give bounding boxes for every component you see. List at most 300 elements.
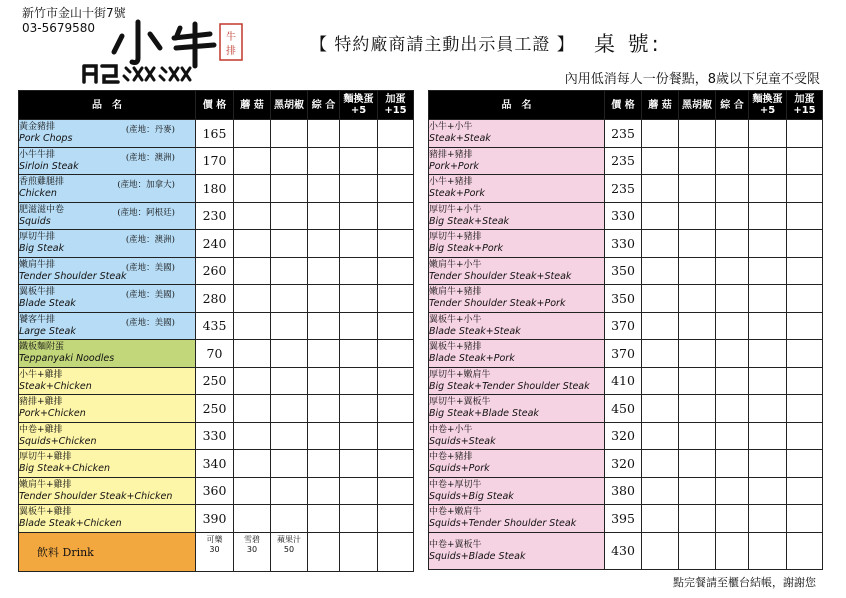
mixed-cell[interactable] bbox=[308, 422, 340, 450]
col-noodle-egg: 麵換蛋 +5 bbox=[340, 91, 378, 120]
pepper-cell[interactable] bbox=[271, 340, 308, 368]
item-price: 260 bbox=[196, 257, 234, 285]
drink-option[interactable]: 可樂 30 bbox=[196, 532, 234, 571]
noodle-egg-cell[interactable] bbox=[749, 230, 787, 258]
mixed-cell[interactable] bbox=[716, 202, 749, 230]
menu-item-name bbox=[429, 120, 605, 148]
menu-row bbox=[19, 120, 414, 148]
menu-row bbox=[429, 477, 823, 505]
item-en: Steak+Steak bbox=[429, 133, 491, 145]
add-egg-cell[interactable] bbox=[378, 147, 414, 175]
mushroom-cell[interactable] bbox=[642, 477, 679, 505]
menu-row bbox=[429, 340, 823, 368]
menu-row bbox=[19, 395, 414, 423]
noodle-egg-cell[interactable] bbox=[749, 532, 787, 569]
menu-row bbox=[19, 450, 414, 478]
item-zh: 厚切牛+嫩肩牛 bbox=[429, 369, 491, 380]
menu-row bbox=[429, 175, 823, 203]
svg-text:牛: 牛 bbox=[226, 32, 236, 43]
menu-item-name bbox=[429, 422, 605, 450]
add-egg-cell[interactable] bbox=[378, 450, 414, 478]
pepper-cell[interactable] bbox=[679, 422, 716, 450]
mushroom-cell[interactable] bbox=[642, 175, 679, 203]
add-egg-cell[interactable] bbox=[378, 340, 414, 368]
add-egg-cell[interactable] bbox=[378, 257, 414, 285]
col-noodle-egg: 麵換蛋 +5 bbox=[749, 91, 787, 120]
item-en: Tender Shoulder Steak+Pork bbox=[429, 298, 566, 310]
noodle-egg-cell[interactable] bbox=[749, 395, 787, 423]
mixed-cell[interactable] bbox=[308, 230, 340, 258]
mushroom-cell[interactable] bbox=[234, 422, 271, 450]
menu-item-name bbox=[19, 477, 196, 505]
noodle-egg-cell[interactable] bbox=[340, 120, 378, 148]
mixed-cell[interactable] bbox=[716, 422, 749, 450]
empty-cell bbox=[378, 532, 414, 571]
mixed-cell[interactable] bbox=[716, 175, 749, 203]
store-phone: 03-5679580 bbox=[22, 21, 96, 35]
mushroom-cell[interactable] bbox=[642, 120, 679, 148]
col-add-egg: 加蛋 +15 bbox=[787, 91, 823, 120]
noodle-egg-cell[interactable] bbox=[749, 505, 787, 533]
menu-item-name bbox=[429, 147, 605, 175]
item-zh: 嫩肩牛+豬排 bbox=[429, 287, 482, 298]
mushroom-cell[interactable] bbox=[234, 202, 271, 230]
add-egg-cell[interactable] bbox=[787, 367, 823, 395]
add-egg-cell[interactable] bbox=[378, 285, 414, 313]
pepper-cell[interactable] bbox=[271, 257, 308, 285]
mushroom-cell[interactable] bbox=[234, 505, 271, 533]
mixed-cell[interactable] bbox=[308, 120, 340, 148]
mixed-cell[interactable] bbox=[716, 230, 749, 258]
add-egg-cell[interactable] bbox=[787, 175, 823, 203]
footer-note: 點完餐請至櫃台結帳，謝謝您 bbox=[673, 576, 816, 589]
noodle-egg-cell[interactable] bbox=[340, 202, 378, 230]
pepper-cell[interactable] bbox=[679, 367, 716, 395]
mixed-cell[interactable] bbox=[308, 257, 340, 285]
mushroom-cell[interactable] bbox=[234, 367, 271, 395]
pepper-cell[interactable] bbox=[679, 395, 716, 423]
item-zh: 豬排+豬排 bbox=[429, 149, 473, 160]
mushroom-cell[interactable] bbox=[234, 120, 271, 148]
add-egg-cell[interactable] bbox=[787, 477, 823, 505]
mushroom-cell[interactable] bbox=[642, 450, 679, 478]
noodle-egg-cell[interactable] bbox=[340, 175, 378, 203]
drink-option[interactable]: 蘋果汁 50 bbox=[271, 532, 308, 571]
mushroom-cell[interactable] bbox=[642, 230, 679, 258]
menu-row bbox=[19, 230, 414, 258]
notice-text: 【 特約廠商請主動出示員工證 】 bbox=[310, 35, 575, 55]
pepper-cell[interactable] bbox=[271, 312, 308, 340]
add-egg-cell[interactable] bbox=[378, 230, 414, 258]
pepper-cell[interactable] bbox=[679, 340, 716, 368]
item-price: 330 bbox=[196, 422, 234, 450]
pepper-cell[interactable] bbox=[271, 395, 308, 423]
mixed-cell[interactable] bbox=[308, 285, 340, 313]
item-price: 360 bbox=[196, 477, 234, 505]
add-egg-cell[interactable] bbox=[787, 257, 823, 285]
empty-cell bbox=[308, 532, 340, 571]
add-egg-cell[interactable] bbox=[787, 230, 823, 258]
mushroom-cell[interactable] bbox=[234, 230, 271, 258]
mixed-cell[interactable] bbox=[716, 395, 749, 423]
mixed-cell[interactable] bbox=[308, 477, 340, 505]
menu-item-name bbox=[429, 477, 605, 505]
item-price: 70 bbox=[196, 340, 234, 368]
item-origin: (產地：澳洲) bbox=[125, 235, 175, 245]
mushroom-cell[interactable] bbox=[234, 175, 271, 203]
item-en: Chicken bbox=[19, 188, 57, 200]
add-egg-cell[interactable] bbox=[378, 202, 414, 230]
item-price: 395 bbox=[605, 505, 642, 533]
mixed-cell[interactable] bbox=[716, 505, 749, 533]
mushroom-cell[interactable] bbox=[642, 395, 679, 423]
menu-item-name bbox=[19, 175, 196, 203]
menu-row bbox=[429, 257, 823, 285]
item-price: 235 bbox=[605, 175, 642, 203]
mushroom-cell[interactable] bbox=[234, 340, 271, 368]
noodle-egg-cell[interactable] bbox=[340, 395, 378, 423]
mushroom-cell[interactable] bbox=[642, 312, 679, 340]
mushroom-cell[interactable] bbox=[642, 147, 679, 175]
mixed-cell[interactable] bbox=[308, 450, 340, 478]
svg-text:排: 排 bbox=[226, 46, 236, 57]
noodle-egg-cell[interactable] bbox=[340, 147, 378, 175]
item-en: Blade Steak+Chicken bbox=[19, 518, 122, 530]
item-en: Big Steak+Blade Steak bbox=[429, 408, 539, 420]
item-price: 430 bbox=[605, 532, 642, 569]
mixed-cell[interactable] bbox=[716, 257, 749, 285]
add-egg-cell[interactable] bbox=[787, 202, 823, 230]
header-row bbox=[429, 91, 823, 120]
empty-cell bbox=[340, 532, 378, 571]
pepper-cell[interactable] bbox=[679, 202, 716, 230]
item-zh: 翼板牛排 bbox=[19, 287, 56, 298]
mushroom-cell[interactable] bbox=[234, 395, 271, 423]
menu-row bbox=[19, 175, 414, 203]
pepper-cell[interactable] bbox=[271, 367, 308, 395]
menu-row bbox=[19, 340, 414, 368]
menu-row bbox=[19, 505, 414, 533]
pepper-cell[interactable] bbox=[679, 285, 716, 313]
add-egg-cell[interactable] bbox=[787, 120, 823, 148]
menu-item-name bbox=[429, 230, 605, 258]
add-egg-cell[interactable] bbox=[787, 395, 823, 423]
mixed-cell[interactable] bbox=[716, 120, 749, 148]
add-egg-cell[interactable] bbox=[378, 120, 414, 148]
noodle-egg-cell[interactable] bbox=[340, 257, 378, 285]
pepper-cell[interactable] bbox=[271, 120, 308, 148]
item-origin: (產地：澳洲) bbox=[125, 152, 175, 163]
item-price: 320 bbox=[605, 422, 642, 450]
pepper-cell[interactable] bbox=[271, 477, 308, 505]
item-price: 250 bbox=[196, 395, 234, 423]
mixed-cell[interactable] bbox=[716, 367, 749, 395]
item-zh: 嫩肩牛排 bbox=[19, 259, 56, 270]
item-zh: 小牛+豬排 bbox=[429, 177, 473, 188]
add-egg-cell[interactable] bbox=[378, 367, 414, 395]
item-en: Big Steak+Steak bbox=[429, 215, 510, 227]
menu-row bbox=[429, 505, 823, 533]
item-price: 165 bbox=[196, 120, 234, 148]
mixed-cell[interactable] bbox=[308, 175, 340, 203]
noodle-egg-cell[interactable] bbox=[340, 477, 378, 505]
item-zh: 厚切牛+翼板牛 bbox=[429, 397, 491, 408]
item-price: 450 bbox=[605, 395, 642, 423]
item-price: 435 bbox=[196, 312, 234, 340]
add-egg-cell[interactable] bbox=[378, 477, 414, 505]
menu-item-name bbox=[19, 120, 196, 148]
mushroom-cell[interactable] bbox=[642, 285, 679, 313]
mushroom-cell[interactable] bbox=[234, 312, 271, 340]
add-egg-cell[interactable] bbox=[787, 450, 823, 478]
mushroom-cell[interactable] bbox=[234, 477, 271, 505]
item-zh: 饕客牛排 bbox=[19, 314, 56, 325]
item-en: Squids+Chicken bbox=[19, 435, 97, 447]
menu-row bbox=[19, 367, 414, 395]
menu-item-name bbox=[19, 202, 196, 230]
mixed-cell[interactable] bbox=[308, 367, 340, 395]
mixed-cell[interactable] bbox=[308, 147, 340, 175]
mixed-cell[interactable] bbox=[308, 340, 340, 368]
item-zh: 中卷+厚切牛 bbox=[429, 479, 482, 490]
add-egg-cell[interactable] bbox=[378, 175, 414, 203]
menu-item-name bbox=[19, 505, 196, 533]
item-price: 320 bbox=[605, 450, 642, 478]
item-zh: 中卷+雞排 bbox=[19, 424, 63, 435]
item-zh: 翼板牛+豬排 bbox=[429, 342, 482, 353]
item-price: 250 bbox=[196, 367, 234, 395]
add-egg-cell[interactable] bbox=[378, 395, 414, 423]
item-zh: 豬排+雞排 bbox=[19, 397, 63, 408]
add-egg-cell[interactable] bbox=[787, 505, 823, 533]
item-price: 180 bbox=[196, 175, 234, 203]
item-price: 240 bbox=[196, 230, 234, 258]
item-origin: (產地：美國) bbox=[125, 290, 175, 300]
noodle-egg-cell[interactable] bbox=[749, 120, 787, 148]
mixed-cell[interactable] bbox=[308, 395, 340, 423]
pepper-cell[interactable] bbox=[271, 450, 308, 478]
pepper-cell[interactable] bbox=[271, 230, 308, 258]
menu-item-name bbox=[429, 285, 605, 313]
item-en: Tender Shoulder Steak+Steak bbox=[429, 270, 572, 282]
noodle-egg-cell[interactable] bbox=[340, 505, 378, 533]
item-en: Large Steak bbox=[19, 325, 76, 337]
drink-option[interactable]: 雪碧 30 bbox=[234, 532, 271, 571]
noodle-egg-cell[interactable] bbox=[749, 340, 787, 368]
mushroom-cell[interactable] bbox=[642, 340, 679, 368]
noodle-egg-cell[interactable] bbox=[749, 312, 787, 340]
mixed-cell[interactable] bbox=[308, 505, 340, 533]
col-mushroom: 蘑 菇 bbox=[642, 91, 679, 120]
add-egg-cell[interactable] bbox=[378, 422, 414, 450]
noodle-egg-cell[interactable] bbox=[340, 450, 378, 478]
item-zh: 鐵板麵附蛋 bbox=[19, 342, 65, 353]
item-origin: (產地：美國) bbox=[125, 317, 175, 328]
mixed-cell[interactable] bbox=[308, 312, 340, 340]
noodle-egg-cell[interactable] bbox=[749, 202, 787, 230]
item-en: Pork+Chicken bbox=[19, 408, 86, 420]
item-en: Squids+Blade Steak bbox=[429, 550, 526, 562]
col-mushroom: 蘑 菇 bbox=[234, 91, 271, 120]
menu-row bbox=[429, 202, 823, 230]
item-zh: 厚切牛+小牛 bbox=[429, 204, 482, 215]
pepper-cell[interactable] bbox=[679, 147, 716, 175]
item-origin: (產地：丹麥) bbox=[125, 125, 175, 135]
pepper-cell[interactable] bbox=[679, 257, 716, 285]
menu-row bbox=[19, 477, 414, 505]
item-en: Teppanyaki Noodles bbox=[19, 353, 115, 365]
menu-item-name bbox=[19, 422, 196, 450]
add-egg-cell[interactable] bbox=[787, 422, 823, 450]
noodle-egg-cell[interactable] bbox=[749, 175, 787, 203]
add-egg-cell[interactable] bbox=[787, 312, 823, 340]
pepper-cell[interactable] bbox=[271, 422, 308, 450]
pepper-cell[interactable] bbox=[679, 450, 716, 478]
mixed-cell[interactable] bbox=[308, 202, 340, 230]
item-origin: (產地：美國) bbox=[125, 262, 175, 273]
menu-item-name bbox=[19, 257, 196, 285]
item-en: Squids+Tender Shoulder Steak bbox=[429, 518, 577, 530]
mixed-cell[interactable] bbox=[716, 312, 749, 340]
add-egg-cell[interactable] bbox=[378, 505, 414, 533]
menu-row bbox=[19, 257, 414, 285]
col-pepper: 黑胡椒 bbox=[679, 91, 716, 120]
mushroom-cell[interactable] bbox=[642, 505, 679, 533]
item-origin: (產地：阿根廷) bbox=[117, 207, 175, 218]
add-egg-cell[interactable] bbox=[787, 285, 823, 313]
noodle-egg-cell[interactable] bbox=[749, 477, 787, 505]
mushroom-cell[interactable] bbox=[642, 202, 679, 230]
mushroom-cell[interactable] bbox=[642, 257, 679, 285]
mushroom-cell[interactable] bbox=[642, 532, 679, 569]
pepper-cell[interactable] bbox=[271, 175, 308, 203]
pepper-cell[interactable] bbox=[679, 505, 716, 533]
noodle-egg-cell[interactable] bbox=[340, 285, 378, 313]
mushroom-cell[interactable] bbox=[234, 285, 271, 313]
item-price: 370 bbox=[605, 340, 642, 368]
mixed-cell[interactable] bbox=[716, 477, 749, 505]
mushroom-cell[interactable] bbox=[234, 450, 271, 478]
mixed-cell[interactable] bbox=[716, 532, 749, 569]
pepper-cell[interactable] bbox=[679, 120, 716, 148]
mushroom-cell[interactable] bbox=[234, 147, 271, 175]
pepper-cell[interactable] bbox=[679, 175, 716, 203]
store-address: 新竹市金山十街7號 bbox=[22, 6, 126, 20]
item-en: Tender Shoulder Steak bbox=[19, 270, 127, 282]
pepper-cell[interactable] bbox=[271, 147, 308, 175]
menu-item-name bbox=[19, 340, 196, 368]
menu-table-left bbox=[18, 90, 414, 572]
item-en: Blade Steak+Steak bbox=[429, 325, 521, 337]
item-en: Squids bbox=[19, 215, 51, 227]
menu-row bbox=[19, 285, 414, 313]
table-number-label: 桌 號: bbox=[594, 32, 662, 56]
mixed-cell[interactable] bbox=[716, 285, 749, 313]
noodle-egg-cell[interactable] bbox=[340, 340, 378, 368]
mushroom-cell[interactable] bbox=[234, 257, 271, 285]
pepper-cell[interactable] bbox=[271, 285, 308, 313]
col-mixed: 綜 合 bbox=[308, 91, 340, 120]
menu-row bbox=[429, 230, 823, 258]
pepper-cell[interactable] bbox=[271, 505, 308, 533]
mixed-cell[interactable] bbox=[716, 340, 749, 368]
item-price: 230 bbox=[196, 202, 234, 230]
item-price: 350 bbox=[605, 257, 642, 285]
item-en: Steak+Chicken bbox=[19, 380, 92, 392]
noodle-egg-cell[interactable] bbox=[749, 257, 787, 285]
menu-item-name bbox=[19, 450, 196, 478]
item-en: Big Steak+Tender Shoulder Steak bbox=[429, 380, 590, 392]
item-zh: 嫩肩牛+小牛 bbox=[429, 259, 482, 270]
menu-row bbox=[429, 395, 823, 423]
add-egg-cell[interactable] bbox=[787, 147, 823, 175]
item-zh: 嫩肩牛+雞排 bbox=[19, 479, 72, 490]
menu-item-name bbox=[429, 312, 605, 340]
noodle-egg-cell[interactable] bbox=[749, 450, 787, 478]
mixed-cell[interactable] bbox=[716, 450, 749, 478]
menu-row bbox=[429, 312, 823, 340]
menu-row bbox=[19, 147, 414, 175]
pepper-cell[interactable] bbox=[679, 532, 716, 569]
mushroom-cell[interactable] bbox=[642, 367, 679, 395]
brand-logo bbox=[80, 18, 245, 84]
menu-row bbox=[429, 367, 823, 395]
item-zh: 小牛+小牛 bbox=[429, 122, 473, 133]
menu-row bbox=[19, 312, 414, 340]
item-zh: 香煎雞腿排 bbox=[19, 177, 65, 188]
menu-row bbox=[429, 422, 823, 450]
item-zh: 翼板牛+雞排 bbox=[19, 507, 72, 518]
item-price: 340 bbox=[196, 450, 234, 478]
item-en: Tender Shoulder Steak+Chicken bbox=[19, 490, 173, 502]
add-egg-cell[interactable] bbox=[378, 312, 414, 340]
noodle-egg-cell[interactable] bbox=[340, 230, 378, 258]
item-zh: 厚切牛+雞排 bbox=[19, 452, 72, 463]
item-en: Steak+Pork bbox=[429, 188, 485, 200]
noodle-egg-cell[interactable] bbox=[340, 312, 378, 340]
mushroom-cell[interactable] bbox=[642, 422, 679, 450]
pepper-cell[interactable] bbox=[679, 230, 716, 258]
add-egg-cell[interactable] bbox=[787, 340, 823, 368]
menu-item-name bbox=[429, 340, 605, 368]
menu-item-name bbox=[429, 450, 605, 478]
col-pepper: 黑胡椒 bbox=[271, 91, 308, 120]
noodle-egg-cell[interactable] bbox=[340, 422, 378, 450]
pepper-cell[interactable] bbox=[271, 202, 308, 230]
col-item: 品 名 bbox=[429, 91, 605, 120]
item-en: Pork+Pork bbox=[429, 160, 479, 172]
item-zh: 厚切牛+豬排 bbox=[429, 232, 482, 243]
item-price: 280 bbox=[196, 285, 234, 313]
mixed-cell[interactable] bbox=[716, 147, 749, 175]
noodle-egg-cell[interactable] bbox=[340, 367, 378, 395]
pepper-cell[interactable] bbox=[679, 477, 716, 505]
item-en: Squids+Big Steak bbox=[429, 490, 514, 502]
noodle-egg-cell[interactable] bbox=[749, 367, 787, 395]
add-egg-cell[interactable] bbox=[787, 532, 823, 569]
item-en: Sirloin Steak bbox=[19, 160, 79, 172]
item-zh: 中卷+小牛 bbox=[429, 424, 473, 435]
menu-item-name bbox=[429, 175, 605, 203]
item-zh: 中卷+翼板牛 bbox=[429, 539, 482, 550]
menu-row bbox=[19, 422, 414, 450]
item-en: Big Steak bbox=[19, 243, 65, 255]
noodle-egg-cell[interactable] bbox=[749, 147, 787, 175]
noodle-egg-cell[interactable] bbox=[749, 285, 787, 313]
noodle-egg-cell[interactable] bbox=[749, 422, 787, 450]
item-price: 170 bbox=[196, 147, 234, 175]
pepper-cell[interactable] bbox=[679, 312, 716, 340]
